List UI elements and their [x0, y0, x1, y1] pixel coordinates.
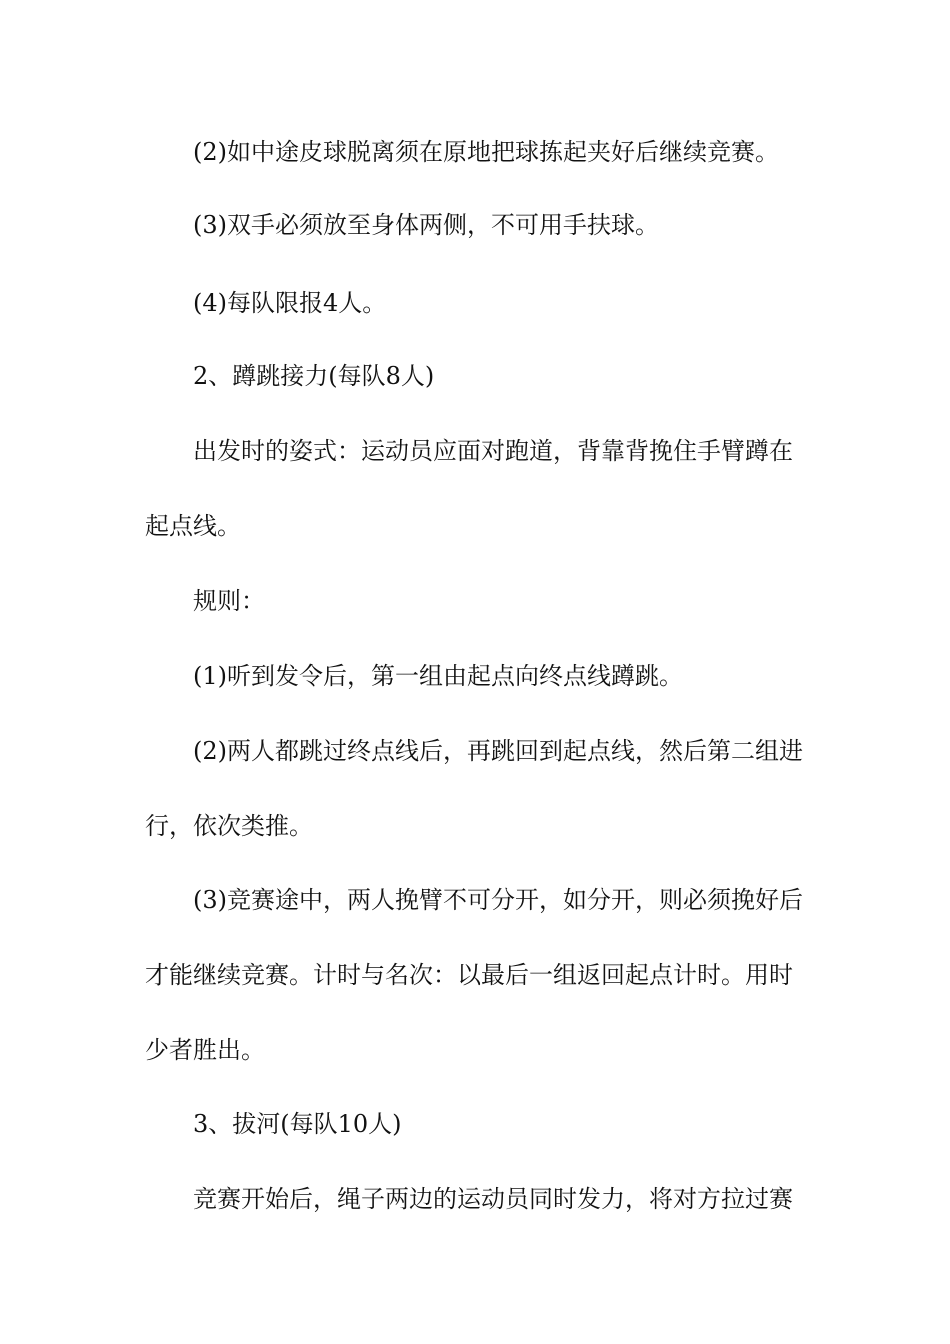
paragraph-line: 起点线。: [145, 512, 241, 540]
paragraph-line: 出发时的姿式：运动员应面对跑道，背靠背挽住手臂蹲在: [193, 437, 793, 465]
section-heading: 2、蹲跳接力(每队8人): [193, 362, 435, 390]
paragraph-line: 行，依次类推。: [145, 812, 313, 840]
paragraph-line: (2)两人都跳过终点线后，再跳回到起点线，然后第二组进: [193, 737, 803, 765]
paragraph-line: (3)竞赛途中，两人挽臂不可分开，如分开，则必须挽好后: [193, 886, 803, 914]
paragraph-line: (1)听到发令后，第一组由起点向终点线蹲跳。: [193, 662, 683, 690]
paragraph-line: 规则：: [193, 587, 265, 615]
paragraph-line: (3)双手必须放至身体两侧，不可用手扶球。: [193, 211, 659, 239]
paragraph-line: 才能继续竞赛。计时与名次：以最后一组返回起点计时。用时: [145, 961, 793, 989]
section-heading: 3、拔河(每队10人): [193, 1110, 402, 1138]
paragraph-line: 少者胜出。: [145, 1036, 265, 1064]
paragraph-line: 竞赛开始后，绳子两边的运动员同时发力，将对方拉过赛: [193, 1185, 793, 1213]
paragraph-line: (4)每队限报4人。: [193, 289, 387, 317]
paragraph-line: (2)如中途皮球脱离须在原地把球拣起夹好后继续竞赛。: [193, 138, 779, 166]
